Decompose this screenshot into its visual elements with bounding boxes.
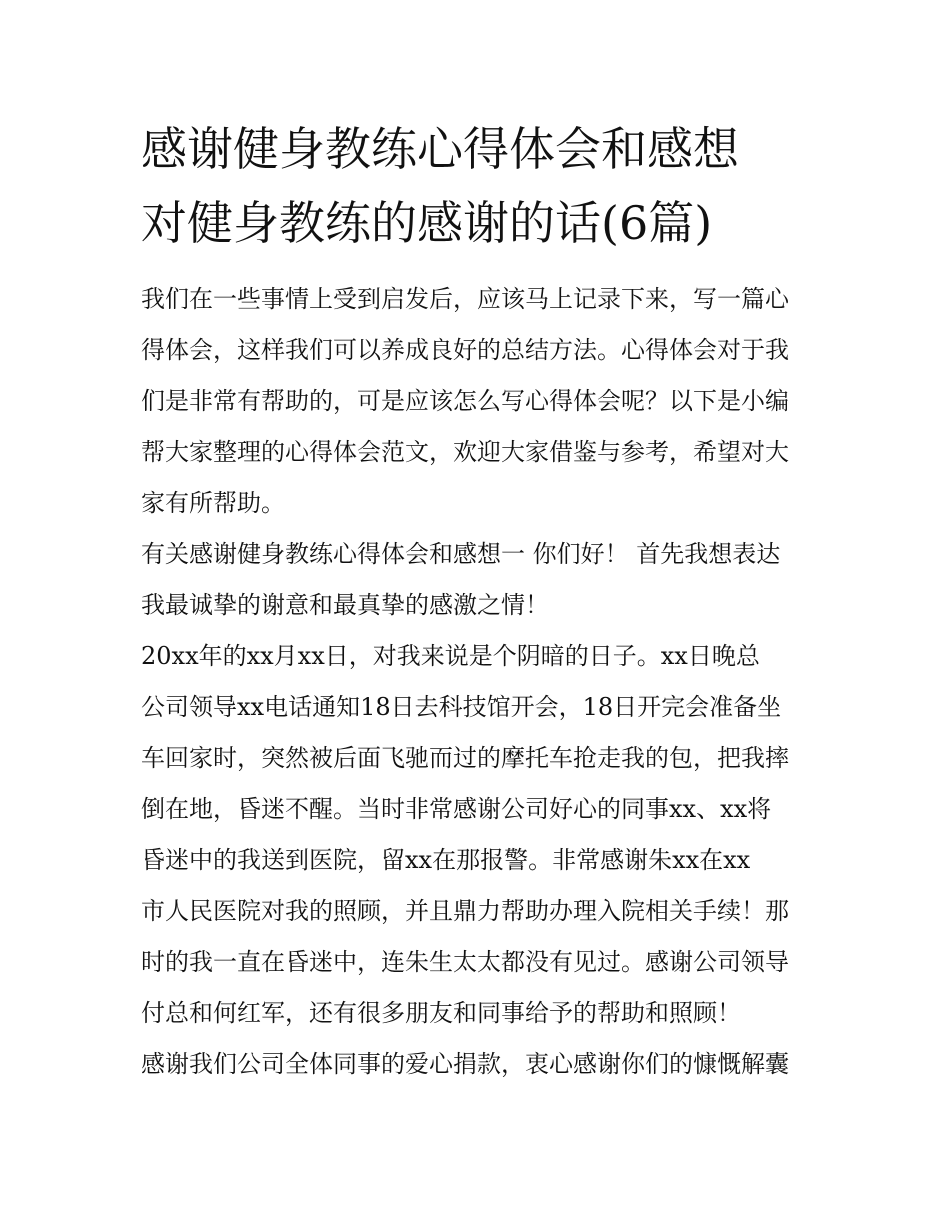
- paragraph-line: 倒在地，昏迷不醒。当时非常感谢公司好心的同事xx、xx将: [141, 795, 772, 823]
- paragraph-line: 们是非常有帮助的，可是应该怎么写心得体会呢？以下是小编: [141, 387, 789, 415]
- paragraph-line: 家有所帮助。: [141, 489, 285, 517]
- title-line-1: 感谢健身教练心得体会和感想: [141, 122, 739, 176]
- paragraph-line: 车回家时，突然被后面飞驰而过的摩托车抢走我的包，把我摔: [141, 744, 789, 772]
- document-body: [141, 274, 813, 1090]
- paragraph-line: 时的我一直在昏迷中，连朱生太太都没有见过。感谢公司领导: [141, 948, 789, 976]
- paragraph-line: 感谢我们公司全体同事的爱心捐款，衷心感谢你们的慷慨解囊: [141, 1050, 789, 1078]
- title-line-2: 对健身教练的感谢的话(6篇): [141, 196, 713, 250]
- paragraph-intro: [141, 274, 813, 529]
- paragraph-story: [141, 631, 813, 1039]
- paragraph-line: 帮大家整理的心得体会范文，欢迎大家借鉴与参考，希望对大: [141, 438, 789, 466]
- paragraph-line: 20xx年的xx月xx日，对我来说是个阴暗的日子。xx日晚总: [141, 642, 760, 670]
- paragraph-line: 付总和何红军，还有很多朋友和同事给予的帮助和照顾！: [141, 999, 741, 1027]
- paragraph-line: 我最诚挚的谢意和最真挚的感激之情！: [141, 591, 549, 619]
- paragraph-line: 我们在一些事情上受到启发后，应该马上记录下来，写一篇心: [141, 285, 789, 313]
- paragraph-line: 得体会，这样我们可以养成良好的总结方法。心得体会对于我: [141, 336, 789, 364]
- paragraph-greeting: [141, 529, 813, 631]
- document-title: [141, 112, 813, 260]
- paragraph-line: 有关感谢健身教练心得体会和感想一 你们好！ 首先我想表达: [141, 540, 781, 568]
- paragraph-thanks: [141, 1039, 813, 1090]
- document-content: [141, 112, 813, 1090]
- paragraph-line: 市人民医院对我的照顾，并且鼎力帮助办理入院相关手续！那: [141, 897, 789, 925]
- paragraph-line: 公司领导xx电话通知18日去科技馆开会，18日开完会准备坐: [141, 693, 782, 721]
- paragraph-line: 昏迷中的我送到医院，留xx在那报警。非常感谢朱xx在xx: [141, 846, 751, 874]
